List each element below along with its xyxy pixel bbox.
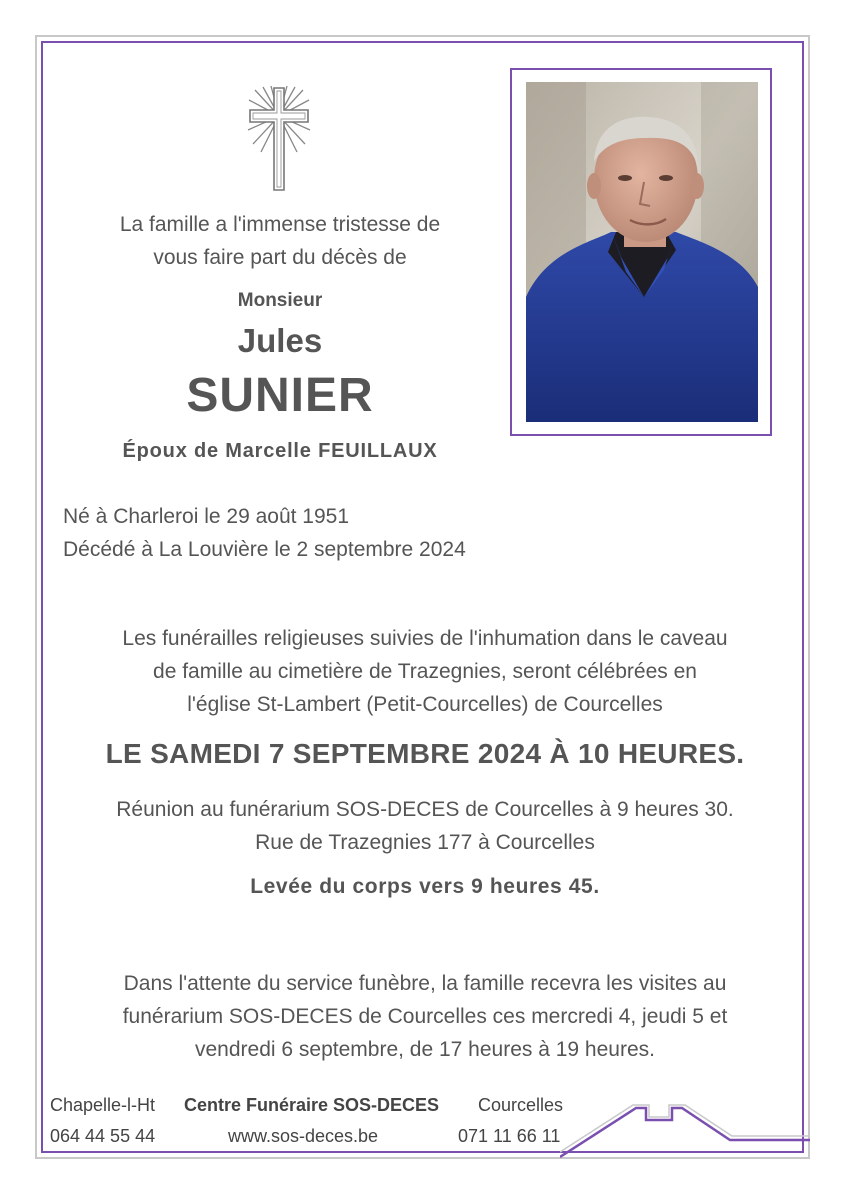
gathering-line: Réunion au funérarium SOS-DECES de Courcelles à 9 heures 30. (116, 798, 734, 821)
birth-line: Né à Charleroi le 29 août 1951 (63, 505, 350, 528)
death-line: Décédé à La Louvière le 2 septembre 2024 (63, 538, 466, 561)
intro-text (60, 208, 500, 274)
building-roofline-icon (560, 1100, 810, 1160)
civility-title: Monsieur (237, 290, 323, 311)
visits-line: Dans l'attente du service funèbre, la famille recevra les visites au (123, 972, 727, 995)
ceremony-line: Les funérailles religieuses suivies de l'inhumation dans le caveau (122, 627, 728, 650)
portrait-photo (526, 82, 758, 422)
spouse-line: Époux de Marcelle FEUILLAUX (122, 440, 438, 462)
footer-left-town: Chapelle-l-Ht (50, 1095, 156, 1115)
last-name: SUNIER (186, 369, 374, 422)
visits-line: funérarium SOS-DECES de Courcelles ces mercredi 4, jeudi 5 et (122, 1005, 728, 1028)
ceremony-date: LE SAMEDI 7 SEPTEMBRE 2024 À 10 HEURES. (105, 738, 745, 769)
ceremony-line: de famille au cimetière de Trazegnies, seront célébrées en (153, 660, 697, 683)
life-dates (63, 500, 466, 566)
intro-line: La famille a l'immense tristesse de (119, 213, 441, 236)
footer-left-phone: 064 44 55 44 (50, 1126, 156, 1146)
visits-line: vendredi 6 septembre, de 17 heures à 19 heures. (195, 1038, 655, 1061)
footer-website-link[interactable]: www.sos-deces.be (228, 1126, 379, 1146)
radiant-cross-icon (245, 86, 313, 192)
gathering-line: Rue de Trazegnies 177 à Courcelles (255, 831, 595, 854)
visits-text (45, 967, 805, 1066)
first-name: Jules (237, 322, 323, 359)
intro-line: vous faire part du décès de (153, 246, 407, 269)
footer-company-name: Centre Funéraire SOS-DECES (184, 1095, 440, 1115)
ceremony-text (45, 622, 805, 721)
footer-right-phone: 071 11 66 11 (458, 1126, 561, 1146)
levee-line: Levée du corps vers 9 heures 45. (250, 875, 600, 898)
gathering-text (45, 793, 805, 859)
ceremony-line: l'église St-Lambert (Petit-Courcelles) de Courcelles (187, 693, 663, 716)
footer-right-town: Courcelles (478, 1095, 564, 1115)
